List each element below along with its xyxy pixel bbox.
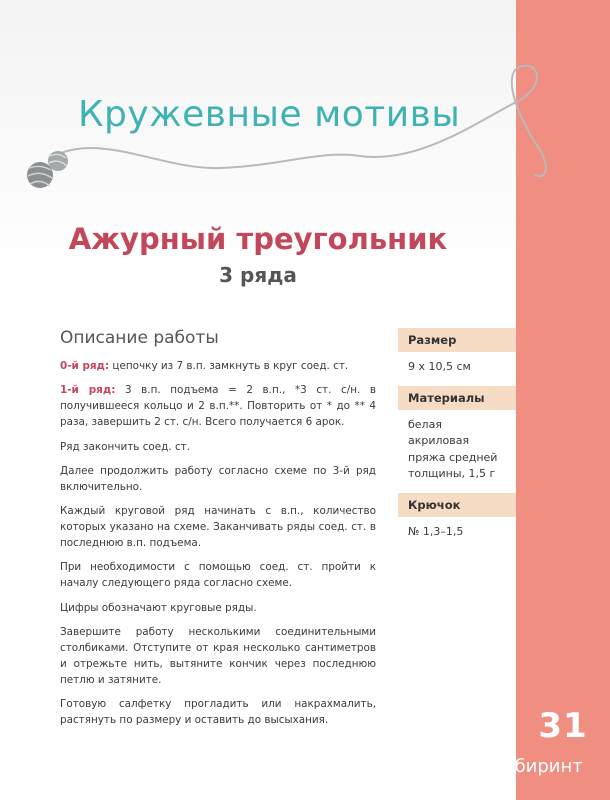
paragraph: Далее продолжить работу согласно схеме по 3-й ряд включительно. xyxy=(60,464,376,493)
description-heading: Описание работы xyxy=(60,328,219,348)
row-label: 0-й ряд: xyxy=(60,360,110,372)
spec-materials-value: белая акриловая пряжа средней толщины, 1,5 г xyxy=(408,417,498,480)
paragraph: Завершите работу несколькими соединительными столбиками. Отступите от края несколько сантиметров и отрежьте нить, вытяните кончик через последнюю петлю и затяните. xyxy=(60,625,376,686)
spec-materials-label: Материалы xyxy=(398,386,516,410)
spec-size-label: Размер xyxy=(398,328,516,352)
specs-sidebar xyxy=(398,328,516,550)
paragraph: Ряд закончить соед. ст. xyxy=(60,440,191,453)
paragraph: Каждый круговой ряд начинать с в.п., количество которых указано на схеме. Заканчивать ряды соед. ст. в последнюю в.п. подъема. xyxy=(60,504,376,550)
paragraph-row-1 xyxy=(60,382,376,430)
paragraph-row-0 xyxy=(60,358,376,374)
spec-hook-label: Крючок xyxy=(398,493,516,517)
watermark-text: Лабиринт xyxy=(490,756,583,777)
paragraph: Цифры обозначают круговые ряды. xyxy=(60,601,257,614)
paragraph: Готовую салфетку прогладить или накрахмалить, растянуть по размеру и оставить до высыхания. xyxy=(60,698,376,727)
spec-size-value: 9 х 10,5 см xyxy=(408,360,471,373)
spec-hook-value: № 1,3–1,5 xyxy=(408,524,464,538)
row-label: 1-й ряд: xyxy=(60,384,116,397)
description-block xyxy=(60,328,376,736)
section-title: Кружевные мотивы xyxy=(78,94,461,135)
page-subtitle: 3 ряда xyxy=(219,263,297,287)
page-title: Ажурный треугольник xyxy=(68,222,448,256)
paragraph: При необходимости с помощью соед. ст. пройти к началу следующего ряда согласно схеме. xyxy=(60,561,376,590)
paragraph-text: цепочку из 7 в.п. замкнуть в круг соед. ст. xyxy=(109,360,349,372)
page-number: 31 xyxy=(538,706,588,746)
paragraph-text: 3 в.п. подъема = 2 в.п., *3 ст. с/н. в получившееся кольцо и 2 в.п.**. Повторить от * до ** 4 раза, завершить 2 ст. с/н. Всего получается 6 арок. xyxy=(60,384,376,429)
yarn-ball-icon xyxy=(27,151,68,188)
